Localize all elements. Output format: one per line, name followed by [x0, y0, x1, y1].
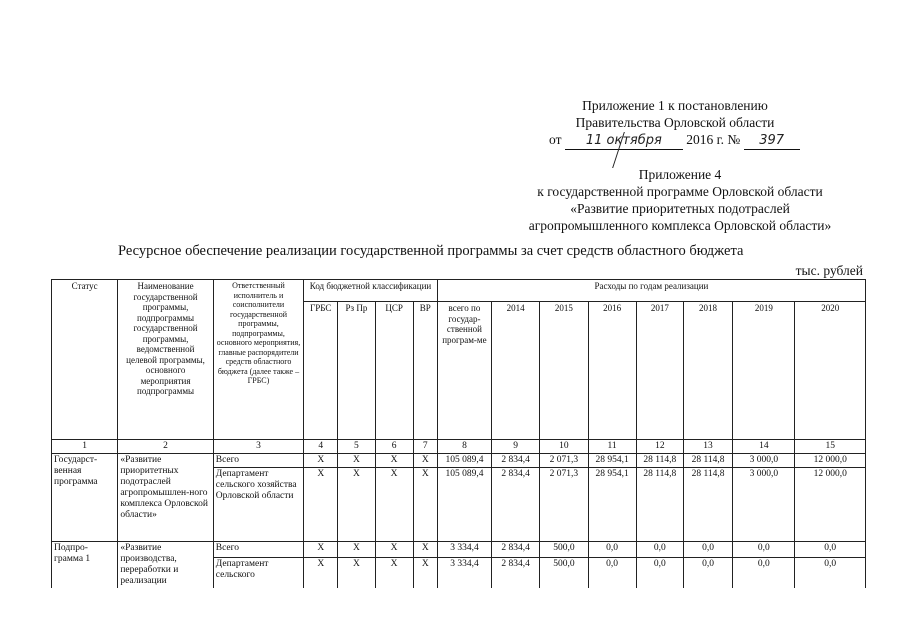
- col-expenses-header: Расходы по годам реализации: [437, 280, 865, 302]
- resource-table: [51, 279, 866, 588]
- col-name-header: Наименование государственной программы, подпрограммы государственной программы, ведомственной целевой программы, основного мероприятия подпрограммы: [118, 280, 213, 440]
- approval-line-1: Приложение 1 к постановлению: [582, 98, 768, 113]
- code-cell: X: [304, 453, 338, 467]
- col-number: 4: [304, 440, 338, 454]
- table-row: [52, 453, 866, 467]
- code-cell: X: [375, 557, 413, 587]
- value-cell: 28 954,1: [588, 467, 636, 541]
- col-number: 1: [52, 440, 118, 454]
- code-cell: X: [304, 467, 338, 541]
- document-title: Ресурсное обеспечение реализации государственной программы за счет средств областного бюджета: [118, 243, 744, 259]
- code-cell: X: [375, 453, 413, 467]
- row-name: «Развитие приоритетных подотраслей агропромышлен-ного комплекса Орловской области»: [118, 453, 213, 541]
- col-number: 9: [492, 440, 540, 454]
- value-cell: 105 089,4: [437, 453, 491, 467]
- value-cell: 0,0: [683, 557, 732, 587]
- col-number: 8: [437, 440, 491, 454]
- col-number: 2: [118, 440, 213, 454]
- code-cell: X: [375, 467, 413, 541]
- header-row-1: [52, 280, 866, 302]
- col-total: всего по государ-ственной програм-ме: [437, 302, 491, 440]
- value-cell: 0,0: [588, 541, 636, 557]
- program-name-line-2: агропромышленного комплекса Орловской области»: [528, 218, 832, 233]
- handwritten-number: 397: [744, 132, 800, 150]
- code-cell: X: [338, 557, 375, 587]
- column-number-row: [52, 440, 866, 454]
- value-cell: 3 000,0: [733, 467, 795, 541]
- col-number: 10: [540, 440, 588, 454]
- handwritten-date: 11 октября: [565, 132, 683, 150]
- code-cell: X: [304, 557, 338, 587]
- value-cell: 3 000,0: [733, 453, 795, 467]
- value-cell: 0,0: [733, 541, 795, 557]
- value-cell: 0,0: [588, 557, 636, 587]
- col-year-2019: 2019: [733, 302, 795, 440]
- col-number: 13: [683, 440, 732, 454]
- code-cell: X: [338, 453, 375, 467]
- approval-date-line: [545, 131, 805, 150]
- row-status: Государст-венная программа: [52, 453, 118, 541]
- col-year-2016: 2016: [588, 302, 636, 440]
- value-cell: 28 954,1: [588, 453, 636, 467]
- units-label: тыс. рублей: [795, 263, 863, 278]
- row-status: Подпро-грамма 1: [52, 541, 118, 588]
- value-cell: 2 071,3: [540, 467, 588, 541]
- value-cell: 2 834,4: [492, 541, 540, 557]
- from-prefix: от: [549, 132, 562, 147]
- col-year-2020: 2020: [795, 302, 866, 440]
- col-number: 15: [795, 440, 866, 454]
- value-cell: 2 071,3: [540, 453, 588, 467]
- code-cell: X: [413, 453, 437, 467]
- value-cell: 500,0: [540, 557, 588, 587]
- approval-header: [545, 97, 805, 150]
- col-number: 12: [636, 440, 683, 454]
- value-cell: 2 834,4: [492, 557, 540, 587]
- col-vr: ВР: [413, 302, 437, 440]
- value-cell: 0,0: [795, 557, 866, 587]
- year-text: 2016 г. №: [686, 132, 741, 147]
- value-cell: 28 114,8: [636, 467, 683, 541]
- value-cell: 3 334,4: [437, 541, 491, 557]
- code-cell: X: [338, 541, 375, 557]
- col-year-2017: 2017: [636, 302, 683, 440]
- value-cell: 0,0: [683, 541, 732, 557]
- col-year-2018: 2018: [683, 302, 732, 440]
- code-cell: X: [413, 467, 437, 541]
- value-cell: 0,0: [733, 557, 795, 587]
- value-cell: 28 114,8: [683, 453, 732, 467]
- row-responsible: Департамент сельского хозяйства Орловской области: [213, 467, 303, 541]
- col-number: 6: [375, 440, 413, 454]
- row-name: «Развитие производства, переработки и реализации: [118, 541, 213, 588]
- col-budget-code-header: Код бюджетной классификации: [304, 280, 438, 302]
- row-responsible: Всего: [213, 541, 303, 557]
- col-status-header: Статус: [52, 280, 118, 440]
- col-grbs: ГРБС: [304, 302, 338, 440]
- col-number: 7: [413, 440, 437, 454]
- value-cell: 3 334,4: [437, 557, 491, 587]
- col-year-2014: 2014: [492, 302, 540, 440]
- program-name-line-1: «Развитие приоритетных подотраслей: [570, 201, 790, 216]
- appendix-label: Приложение 4: [638, 167, 722, 182]
- approval-line-2: Правительства Орловской области: [575, 115, 775, 130]
- col-year-2015: 2015: [540, 302, 588, 440]
- col-number: 3: [213, 440, 303, 454]
- value-cell: 500,0: [540, 541, 588, 557]
- code-cell: X: [413, 557, 437, 587]
- col-csr: ЦСР: [375, 302, 413, 440]
- table-row: [52, 541, 866, 557]
- row-responsible: Департамент сельского: [213, 557, 303, 587]
- appendix-to: к государственной программе Орловской области: [537, 184, 823, 199]
- value-cell: 2 834,4: [492, 467, 540, 541]
- code-cell: X: [338, 467, 375, 541]
- value-cell: 28 114,8: [636, 453, 683, 467]
- value-cell: 28 114,8: [683, 467, 732, 541]
- value-cell: 12 000,0: [795, 467, 866, 541]
- col-rzpr: Рз Пр: [338, 302, 375, 440]
- value-cell: 2 834,4: [492, 453, 540, 467]
- value-cell: 0,0: [636, 541, 683, 557]
- col-number: 14: [733, 440, 795, 454]
- col-number: 5: [338, 440, 375, 454]
- value-cell: 0,0: [636, 557, 683, 587]
- value-cell: 105 089,4: [437, 467, 491, 541]
- value-cell: 0,0: [795, 541, 866, 557]
- value-cell: 12 000,0: [795, 453, 866, 467]
- code-cell: X: [375, 541, 413, 557]
- appendix-header: [495, 166, 865, 234]
- code-cell: X: [304, 541, 338, 557]
- col-responsible-header: Ответственный исполнитель и соисполнители государственной программы, подпрограммы, основного мероприятия, главные распорядители средств областного бюджета (далее также – ГРБС): [213, 280, 303, 440]
- row-responsible: Всего: [213, 453, 303, 467]
- col-number: 11: [588, 440, 636, 454]
- code-cell: X: [413, 541, 437, 557]
